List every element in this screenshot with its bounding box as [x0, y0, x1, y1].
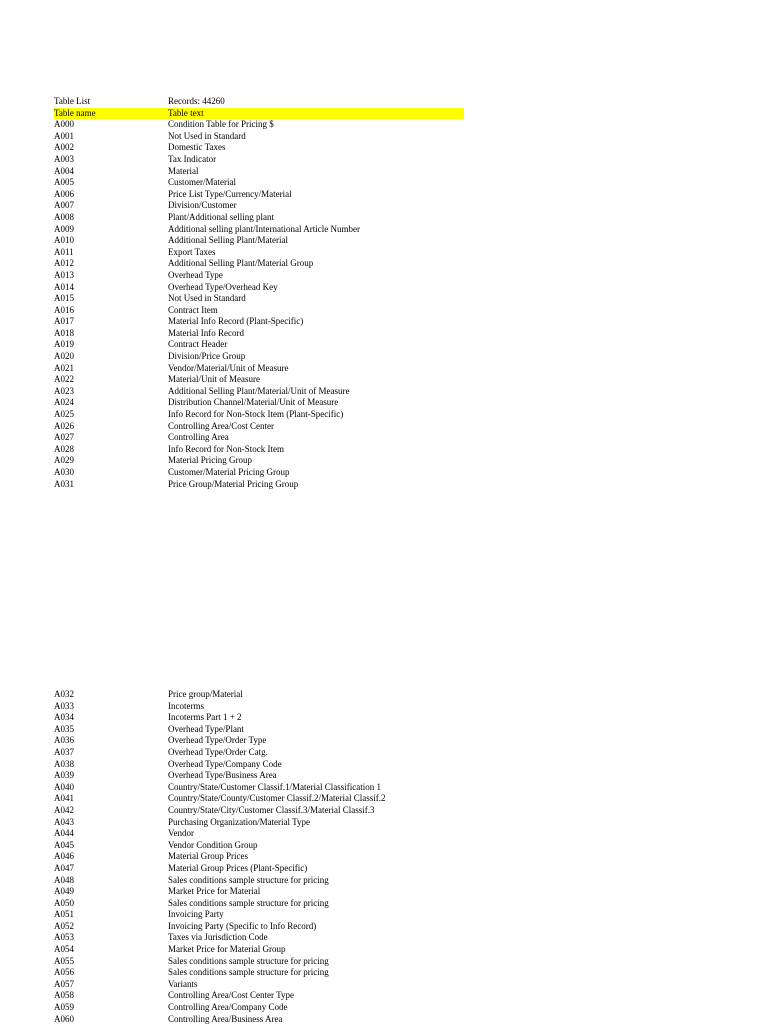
- table-text-cell: Info Record for Non-Stock Item (Plant-Specific): [168, 409, 344, 420]
- table-name-cell: A002: [54, 142, 74, 153]
- table-list-page-1: [54, 96, 464, 490]
- table-name-cell: A015: [54, 293, 74, 304]
- table-name-cell: A040: [54, 781, 74, 792]
- table-text-cell: Material: [168, 165, 199, 176]
- table-row: [54, 119, 464, 131]
- table-row: [54, 131, 464, 143]
- table-name-cell: A014: [54, 281, 74, 292]
- table-text-cell: Info Record for Non-Stock Item: [168, 443, 284, 454]
- table-row: [54, 166, 464, 178]
- title-row: [54, 96, 464, 108]
- table-text-cell: Material Group Prices: [168, 851, 248, 862]
- table-row: [54, 282, 464, 294]
- table-row: [54, 479, 464, 491]
- table-name-cell: A010: [54, 235, 74, 246]
- table-row: [54, 875, 464, 887]
- table-name-cell: A033: [54, 700, 74, 711]
- table-text-cell: Market Price for Material: [168, 886, 261, 897]
- table-text-cell: Additional Selling Plant/Material: [168, 235, 288, 246]
- table-list-page-2: [54, 689, 464, 1025]
- table-text-cell: Overhead Type/Order Type: [168, 735, 267, 746]
- table-text-cell: Sales conditions sample structure for pricing: [168, 874, 329, 885]
- table-text-cell: Not Used in Standard: [168, 293, 246, 304]
- table-row: [54, 793, 464, 805]
- table-name-cell: A039: [54, 770, 74, 781]
- table-name-cell: A008: [54, 211, 74, 222]
- column-header-table-name: Table name: [54, 107, 96, 118]
- table-text-cell: Customer/Material Pricing Group: [168, 467, 290, 477]
- table-text-cell: Incoterms: [168, 700, 204, 711]
- table-row: [54, 886, 464, 898]
- table-row: [54, 316, 464, 328]
- table-row: [54, 363, 464, 375]
- table-row: [54, 154, 464, 166]
- table-row: [54, 967, 464, 979]
- table-row: [54, 921, 464, 933]
- table-row: [54, 305, 464, 317]
- table-rows-page-2: [54, 689, 464, 1025]
- table-row: [54, 1014, 464, 1025]
- table-text-cell: Market Price for Material Group: [168, 944, 286, 955]
- table-row: [54, 189, 464, 201]
- table-name-cell: A000: [54, 119, 74, 130]
- table-row: [54, 932, 464, 944]
- table-name-cell: A005: [54, 177, 74, 188]
- table-name-cell: A051: [54, 909, 74, 920]
- table-text-cell: Controlling Area/Cost Center Type: [168, 990, 294, 1001]
- table-row: [54, 1002, 464, 1014]
- table-name-cell: A056: [54, 967, 74, 978]
- table-text-cell: Division/Customer: [168, 200, 237, 211]
- table-text-cell: Sales conditions sample structure for pricing: [168, 955, 329, 966]
- table-name-cell: A026: [54, 420, 74, 431]
- table-name-cell: A038: [54, 758, 74, 769]
- table-row: [54, 293, 464, 305]
- table-name-cell: A046: [54, 851, 74, 862]
- table-name-cell: A004: [54, 165, 74, 176]
- table-row: [54, 898, 464, 910]
- column-header-table-text: Table text: [168, 107, 204, 118]
- table-row: [54, 200, 464, 212]
- table-name-cell: A054: [54, 944, 74, 955]
- table-text-cell: Price List Type/Currency/Material: [168, 188, 292, 199]
- table-text-cell: Vendor Condition Group: [168, 839, 258, 850]
- table-name-cell: A052: [54, 920, 74, 931]
- table-row: [54, 759, 464, 771]
- table-name-cell: A048: [54, 874, 74, 885]
- table-name-cell: A034: [54, 712, 74, 723]
- table-text-cell: Price group/Material: [168, 689, 243, 699]
- table-text-cell: Distribution Channel/Material/Unit of Measure: [168, 397, 339, 408]
- table-text-cell: Not Used in Standard: [168, 130, 246, 141]
- table-row: [54, 374, 464, 386]
- table-row: [54, 944, 464, 956]
- table-row: [54, 235, 464, 247]
- table-name-cell: A042: [54, 804, 74, 815]
- table-text-cell: Overhead Type/Business Area: [168, 770, 277, 781]
- table-name-cell: A021: [54, 362, 74, 373]
- table-name-cell: A050: [54, 897, 74, 908]
- table-name-cell: A059: [54, 1002, 74, 1013]
- table-name-cell: A016: [54, 304, 74, 315]
- table-name-cell: A001: [54, 130, 74, 141]
- column-header-row: [54, 108, 464, 120]
- table-row: [54, 747, 464, 759]
- table-text-cell: Contract Header: [168, 339, 228, 350]
- table-row: [54, 270, 464, 282]
- table-name-cell: A036: [54, 735, 74, 746]
- table-text-cell: Controlling Area/Company Code: [168, 1002, 288, 1013]
- table-row: [54, 851, 464, 863]
- table-name-cell: A003: [54, 153, 74, 164]
- table-name-cell: A060: [54, 1013, 74, 1024]
- table-row: [54, 840, 464, 852]
- table-row: [54, 328, 464, 340]
- table-name-cell: A022: [54, 374, 74, 385]
- table-text-cell: Invoicing Party: [168, 909, 224, 920]
- table-name-cell: A055: [54, 955, 74, 966]
- table-name-cell: A031: [54, 478, 74, 489]
- table-name-cell: A044: [54, 828, 74, 839]
- table-row: [54, 224, 464, 236]
- table-row: [54, 909, 464, 921]
- table-text-cell: Incoterms Part 1 + 2: [168, 712, 242, 723]
- table-text-cell: Plant/Additional selling plant: [168, 211, 274, 222]
- table-text-cell: Sales conditions sample structure for pricing: [168, 967, 329, 978]
- table-text-cell: Additional Selling Plant/Material/Unit of Measure: [168, 385, 350, 396]
- table-row: [54, 956, 464, 968]
- table-name-cell: A027: [54, 432, 74, 443]
- table-text-cell: Material Group Prices (Plant-Specific): [168, 862, 308, 873]
- table-text-cell: Overhead Type/Overhead Key: [168, 281, 278, 292]
- table-text-cell: Controlling Area/Cost Center: [168, 420, 274, 431]
- table-row: [54, 782, 464, 794]
- table-name-cell: A018: [54, 327, 74, 338]
- table-row: [54, 805, 464, 817]
- table-text-cell: Overhead Type: [168, 269, 223, 280]
- table-name-cell: A013: [54, 269, 74, 280]
- table-row: [54, 863, 464, 875]
- table-name-cell: A023: [54, 385, 74, 396]
- table-text-cell: Price Group/Material Pricing Group: [168, 478, 299, 489]
- table-text-cell: Taxes via Jurisdiction Code: [168, 932, 268, 943]
- table-name-cell: A007: [54, 200, 74, 211]
- table-name-cell: A019: [54, 339, 74, 350]
- table-text-cell: Material Info Record (Plant-Specific): [168, 316, 304, 327]
- table-row: [54, 828, 464, 840]
- table-name-cell: A041: [54, 793, 74, 804]
- table-name-cell: A053: [54, 932, 74, 943]
- table-text-cell: Additional Selling Plant/Material Group: [168, 258, 314, 269]
- table-row: [54, 712, 464, 724]
- table-text-cell: Country/State/County/Customer Classif.2/Material Classif.2: [168, 793, 386, 804]
- table-name-cell: A025: [54, 409, 74, 420]
- table-row: [54, 444, 464, 456]
- table-row: [54, 258, 464, 270]
- table-text-cell: Additional selling plant/International Article Number: [168, 223, 360, 234]
- table-row: [54, 735, 464, 747]
- table-text-cell: Vendor/Material/Unit of Measure: [168, 362, 289, 373]
- table-row: [54, 724, 464, 736]
- table-name-cell: A057: [54, 978, 74, 989]
- table-name-cell: A058: [54, 990, 74, 1001]
- table-name-cell: A020: [54, 351, 74, 362]
- table-row: [54, 817, 464, 829]
- table-text-cell: Country/State/City/Customer Classif.3/Material Classif.3: [168, 804, 375, 815]
- table-text-cell: Purchasing Organization/Material Type: [168, 816, 311, 827]
- table-name-cell: A035: [54, 723, 74, 734]
- table-name-cell: A047: [54, 862, 74, 873]
- table-text-cell: Division/Price Group: [168, 351, 246, 362]
- table-row: [54, 770, 464, 782]
- table-name-cell: A037: [54, 746, 74, 757]
- table-name-cell: A030: [54, 467, 74, 477]
- table-row: [54, 397, 464, 409]
- table-text-cell: Material Pricing Group: [168, 455, 252, 466]
- table-text-cell: Overhead Type/Plant: [168, 723, 244, 734]
- table-name-cell: A043: [54, 816, 74, 827]
- table-name-cell: A011: [54, 246, 74, 257]
- table-row: [54, 142, 464, 154]
- table-row: [54, 979, 464, 991]
- table-text-cell: Variants: [168, 978, 198, 989]
- records-count: Records: 44260: [168, 96, 225, 106]
- table-text-cell: Tax Indicator: [168, 153, 217, 164]
- table-name-cell: A032: [54, 689, 74, 699]
- table-text-cell: Contract Item: [168, 304, 218, 315]
- table-text-cell: Customer/Material: [168, 177, 236, 188]
- table-row: [54, 351, 464, 363]
- table-name-cell: A049: [54, 886, 74, 897]
- table-name-cell: A012: [54, 258, 74, 269]
- table-row: [54, 212, 464, 224]
- table-row: [54, 409, 464, 421]
- table-text-cell: Overhead Type/Company Code: [168, 758, 282, 769]
- table-text-cell: Domestic Taxes: [168, 142, 226, 153]
- table-text-cell: Controlling Area: [168, 432, 229, 443]
- table-row: [54, 689, 464, 701]
- table-list-title: Table List: [54, 96, 91, 106]
- table-row: [54, 467, 464, 479]
- table-name-cell: A028: [54, 443, 74, 454]
- table-row: [54, 386, 464, 398]
- table-name-cell: A009: [54, 223, 74, 234]
- table-row: [54, 432, 464, 444]
- table-text-cell: Material Info Record: [168, 327, 244, 338]
- table-text-cell: Sales conditions sample structure for pricing: [168, 897, 329, 908]
- table-row: [54, 421, 464, 433]
- table-text-cell: Overhead Type/Order Catg.: [168, 746, 268, 757]
- table-name-cell: A017: [54, 316, 74, 327]
- table-text-cell: Export Taxes: [168, 246, 216, 257]
- table-name-cell: A029: [54, 455, 74, 466]
- table-name-cell: A006: [54, 188, 74, 199]
- table-text-cell: Country/State/Customer Classif.1/Material Classification 1: [168, 781, 381, 792]
- table-text-cell: Controlling Area/Business Area: [168, 1013, 283, 1024]
- table-row: [54, 339, 464, 351]
- table-row: [54, 701, 464, 713]
- table-text-cell: Condition Table for Pricing $: [168, 119, 274, 130]
- table-row: [54, 455, 464, 467]
- table-rows-page-1: [54, 119, 464, 490]
- table-row: [54, 990, 464, 1002]
- table-row: [54, 247, 464, 259]
- table-text-cell: Invoicing Party (Specific to Info Record): [168, 920, 317, 931]
- table-name-cell: A045: [54, 839, 74, 850]
- table-text-cell: Material/Unit of Measure: [168, 374, 260, 385]
- table-text-cell: Vendor: [168, 828, 194, 839]
- table-row: [54, 177, 464, 189]
- table-name-cell: A024: [54, 397, 74, 408]
